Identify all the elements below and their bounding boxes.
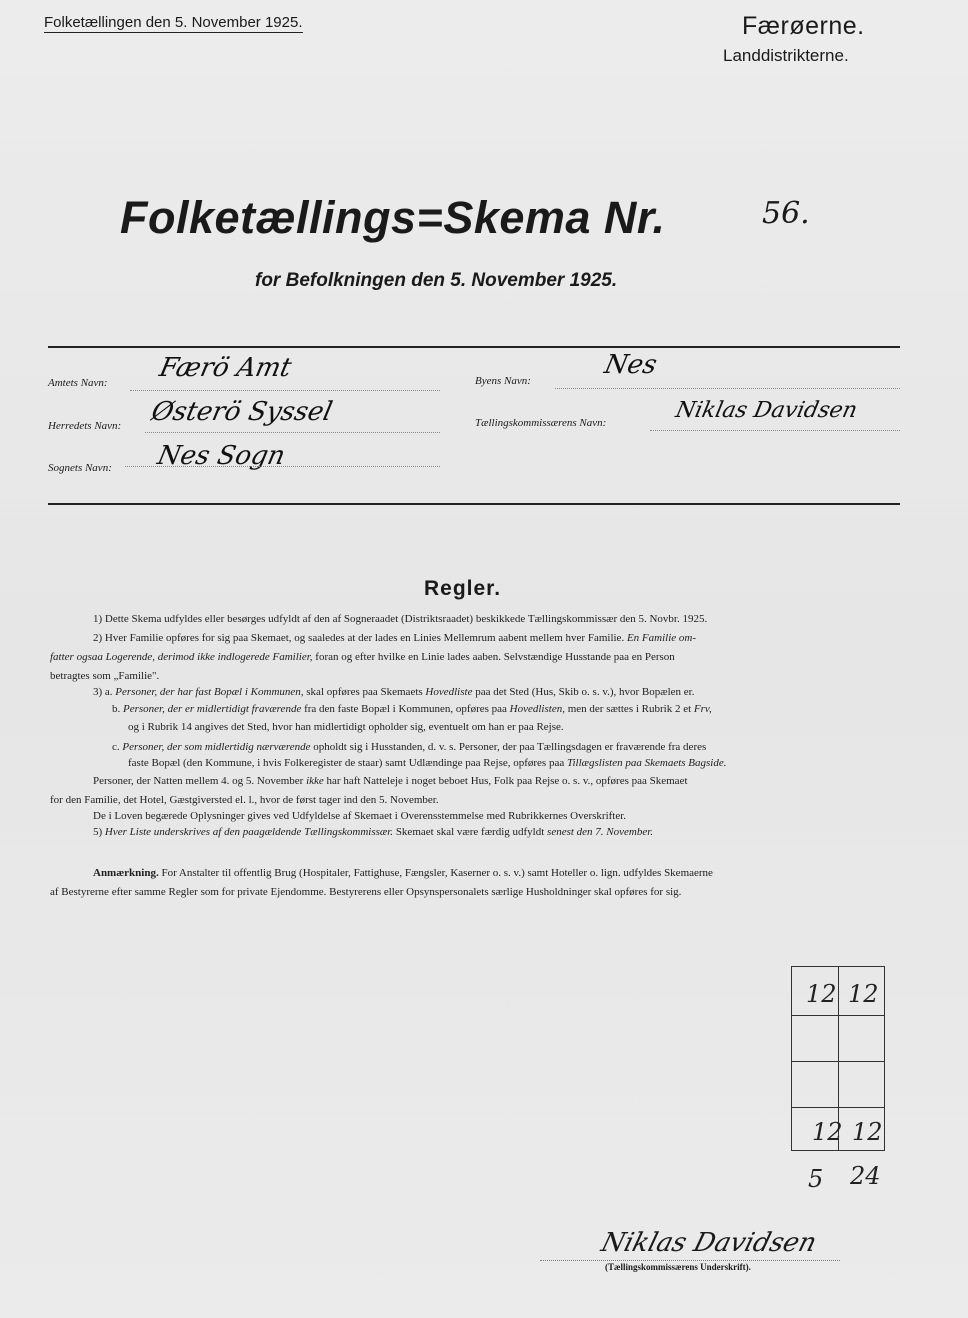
herred-label: Herredets Navn:: [48, 420, 122, 432]
by-label: Byens Navn:: [475, 375, 531, 387]
tally-r4-a: 12: [812, 1118, 843, 1146]
amt-value: Færö Amt: [156, 353, 295, 383]
rule-2b: fatter ogsaa Logerende, derimod ikke indlogerede Familier, foran og efter hvilke en Linie lades aaben. Selvstændige Husstande paa en Person: [50, 651, 675, 663]
signature-caption: (Tællingskommissærens Underskrift).: [605, 1262, 751, 1272]
top-rule: [48, 346, 900, 348]
rule-3a: 3) a. Personer, der har fast Bopæl i Kommunen, skal opføres paa Skemaets Hovedliste paa det Sted (Hus, Skib o. s. v.), hvor Bopælen er.: [93, 686, 695, 698]
rule-2a: 2) Hver Familie opføres for sig paa Skemaet, og saaledes at der lades en Linies Mellemrum aabent mellem hver Familie. En Familie om-: [93, 632, 696, 644]
rule-3b: b. Personer, der er midlertidigt fraværende fra den faste Bopæl i Kommunen, opføres paa Hovedlisten, men der sættes i Rubrik 2 et Frv,: [112, 703, 712, 715]
rule-5: De i Loven begærede Oplysninger gives ved Udfyldelse af Skemaet i Overensstemmelse med Rubrikkernes Overskrifter.: [93, 810, 627, 822]
sogn-label: Sognets Navn:: [48, 462, 112, 474]
rules-heading: Regler.: [424, 577, 502, 600]
signature-line: [540, 1260, 840, 1261]
kommissaer-value: Niklas Davidsen: [673, 398, 860, 423]
rule-4a: Personer, der Natten mellem 4. og 5. November ikke har haft Natteleje i noget beboet Hus, Folk paa Rejse o. s. v., opføres paa Skemaet: [93, 775, 688, 787]
kommissaer-line: [650, 430, 900, 431]
amt-line: [130, 390, 440, 391]
bottom-rule: [48, 503, 900, 505]
rule-1: 1) Dette Skema udfyldes eller besørges udfyldt af den af Sogneraadet (Distriktsraadet) beskikkede Tællingskommissær den 5. Novbr. 1925.: [93, 613, 708, 625]
rule-4b: for den Familie, det Hotel, Gæstgiversted el. l., hvor de først tager ind den 5. November.: [50, 794, 439, 806]
amt-label: Amtets Navn:: [48, 377, 108, 389]
rule-3b-cont: og i Rubrik 14 angives det Sted, hvor han midlertidigt opholder sig, eventuelt om han er paa Rejse.: [128, 721, 564, 733]
rule-6: 5) Hver Liste underskrives af den paagældende Tællingskommissær. Skemaet skal være færdig udfyldt senest den 7. November.: [93, 826, 654, 838]
sogn-value: Nes Sogn: [154, 441, 288, 471]
rule-2c: betragtes som „Familie".: [50, 670, 160, 682]
herred-value: Østerö Syssel: [148, 397, 335, 427]
note-line-2: af Bestyrerne efter samme Regler som for private Ejendomme. Bestyrerens eller Opsynspersonalets særlige Husholdninger skal opføres for sig.: [50, 886, 682, 898]
by-value: Nes: [601, 350, 660, 380]
form-title: Folketællings=Skema Nr.: [120, 192, 666, 243]
rule-3c-cont: faste Bopæl (den Kommune, i hvis Folkeregister de staar) samt Udlændinge paa Rejse, opføres paa Tillægslisten paa Skemaets Bagside.: [128, 757, 727, 769]
signature: Niklas Davidsen: [597, 1228, 820, 1258]
tally-r5-b: 24: [850, 1162, 881, 1190]
tally-r1-a: 12: [806, 980, 837, 1008]
form-subtitle: for Befolkningen den 5. November 1925.: [255, 270, 618, 291]
sogn-line: [125, 466, 440, 467]
tally-r1-b: 12: [848, 980, 879, 1008]
herred-line: [145, 432, 440, 433]
tally-r4-b: 12: [852, 1118, 883, 1146]
rule-3c: c. Personer, der som midlertidig nærværende opholdt sig i Husstanden, d. v. s. Personer, der paa Tællingsdagen er fraværende fra deres: [112, 741, 707, 753]
kommissaer-label: Tællingskommissærens Navn:: [475, 417, 607, 429]
note-line-1: Anmærkning. For Anstalter til offentlig Brug (Hospitaler, Fattighuse, Fængsler, Kaserner o. s. v.) samt Hoteller o. lign. udfyldes Skemaerne: [93, 867, 713, 879]
by-line: [555, 388, 900, 389]
tally-r5-a: 5: [808, 1165, 824, 1193]
census-date-header: Folketællingen den 5. November 1925.: [44, 14, 303, 31]
form-number: 56.: [762, 196, 810, 231]
region-header: Færøerne.: [742, 12, 865, 40]
district-header: Landdistrikterne.: [723, 46, 849, 65]
